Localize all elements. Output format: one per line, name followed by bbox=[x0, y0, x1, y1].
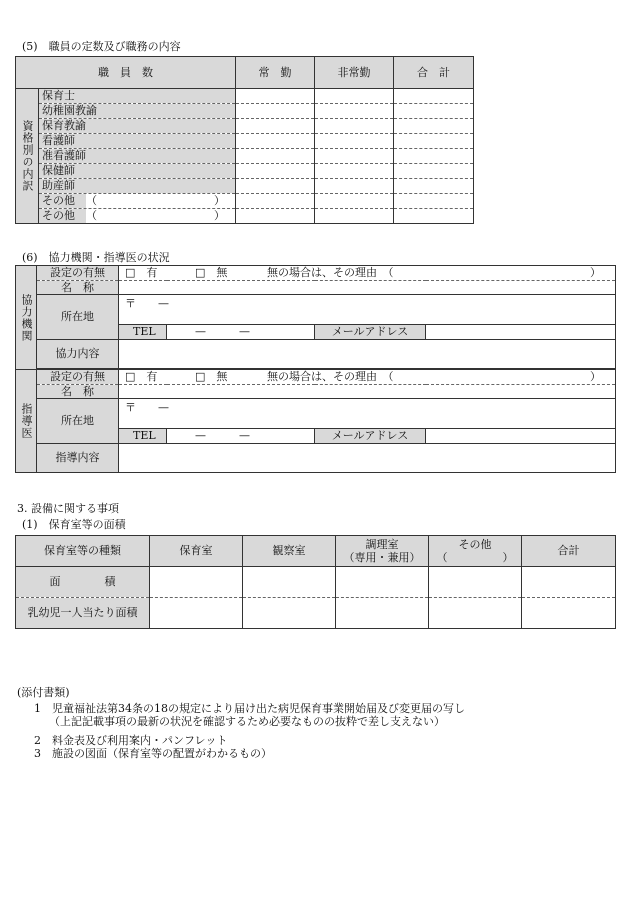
other-row-label-1[interactable] bbox=[39, 194, 236, 209]
row-area-label: 面 積 bbox=[16, 567, 150, 598]
total-cell[interactable] bbox=[394, 104, 474, 119]
fulltime-cell[interactable] bbox=[236, 104, 315, 119]
fulltime-cell[interactable] bbox=[236, 119, 315, 134]
paren-open: （ bbox=[86, 209, 97, 222]
cooperating-institution-label: 協力機関 bbox=[16, 266, 37, 370]
per-child-cell[interactable] bbox=[150, 598, 243, 629]
total-cell[interactable] bbox=[394, 89, 474, 104]
fulltime-cell[interactable] bbox=[236, 89, 315, 104]
parttime-cell[interactable] bbox=[315, 104, 394, 119]
section-3-heading: 3. 設備に関する事項 bbox=[17, 502, 119, 515]
total-cell[interactable] bbox=[394, 209, 474, 224]
name-label: 名 称 bbox=[37, 385, 119, 399]
guidance-doctor-label: 指導医 bbox=[16, 370, 37, 473]
col-parttime: 非常勤 bbox=[315, 57, 394, 89]
per-child-cell[interactable] bbox=[429, 598, 522, 629]
setting-label: 設定の有無 bbox=[37, 266, 119, 281]
qualification-row-label: 保健師 bbox=[39, 164, 236, 179]
per-child-cell[interactable] bbox=[336, 598, 429, 629]
qualification-row-label: 幼稚園教諭 bbox=[39, 104, 236, 119]
col-nursery-room: 保育室 bbox=[150, 536, 243, 567]
reason-close: ） bbox=[590, 266, 601, 279]
total-cell[interactable] bbox=[394, 119, 474, 134]
tel-field[interactable]: — — bbox=[167, 325, 315, 340]
guidance-content-field[interactable] bbox=[119, 444, 616, 473]
qualification-row-label: 准看護師 bbox=[39, 149, 236, 164]
guidance-content-label: 指導内容 bbox=[37, 444, 119, 473]
total-cell[interactable] bbox=[394, 194, 474, 209]
total-cell[interactable] bbox=[394, 149, 474, 164]
parttime-cell[interactable] bbox=[315, 164, 394, 179]
section-3-1-heading: (1) 保育室等の面積 bbox=[22, 518, 126, 531]
reason-close: ） bbox=[590, 370, 601, 383]
email-label: メールアドレス bbox=[315, 429, 426, 444]
col-observation-room: 観察室 bbox=[243, 536, 336, 567]
qualification-row-label: 保育士 bbox=[39, 89, 236, 104]
fulltime-cell[interactable] bbox=[236, 179, 315, 194]
area-cell[interactable] bbox=[150, 567, 243, 598]
section-5-heading: (5) 職員の定数及び職務の内容 bbox=[22, 40, 181, 53]
reason-text: 無の場合は、その理由 （ bbox=[267, 370, 394, 383]
area-cell[interactable] bbox=[243, 567, 336, 598]
option-yes-checkbox[interactable]: □ 有 bbox=[125, 370, 158, 383]
attachment-item-2: 2 料金表及び利用案内・パンフレット bbox=[34, 734, 228, 747]
area-cell[interactable] bbox=[429, 567, 522, 598]
col-kitchen-line1: 調理室 bbox=[365, 538, 399, 551]
setting-label: 設定の有無 bbox=[37, 370, 119, 385]
address-label: 所在地 bbox=[37, 295, 119, 340]
address-label: 所在地 bbox=[37, 399, 119, 444]
option-no-checkbox[interactable]: □ 無 bbox=[195, 370, 228, 383]
option-no-checkbox[interactable]: □ 無 bbox=[195, 266, 228, 279]
col-other-line2: （ ） bbox=[436, 551, 514, 564]
area-cell[interactable] bbox=[522, 567, 616, 598]
col-staff-count: 職 員 数 bbox=[16, 57, 236, 89]
parttime-cell[interactable] bbox=[315, 134, 394, 149]
email-label: メールアドレス bbox=[315, 325, 426, 340]
attachment-item-1: 1 児童福祉法第34条の18の規定により届け出た病児保育事業開始届及び変更届の写し bbox=[34, 702, 465, 715]
tel-field[interactable]: — — bbox=[167, 429, 315, 444]
tel-label: TEL bbox=[119, 429, 167, 444]
parttime-cell[interactable] bbox=[315, 89, 394, 104]
email-field[interactable] bbox=[426, 325, 616, 340]
other-row-label-2[interactable] bbox=[39, 209, 236, 224]
address-field[interactable]: 〒 — bbox=[119, 295, 616, 325]
attachment-item-1-note: （上記記載事項の最新の状況を確認するため必要なものの抜粋で差し支えない） bbox=[49, 715, 445, 728]
attachment-item-3: 3 施設の図面（保育室等の配置がわかるもの） bbox=[34, 747, 272, 760]
col-other-line1: その他 bbox=[458, 538, 492, 551]
address-field[interactable]: 〒 — bbox=[119, 399, 616, 429]
col-room-type: 保育室等の種類 bbox=[16, 536, 150, 567]
total-cell[interactable] bbox=[394, 134, 474, 149]
tel-label: TEL bbox=[119, 325, 167, 340]
per-child-cell[interactable] bbox=[243, 598, 336, 629]
total-cell[interactable] bbox=[394, 164, 474, 179]
reason-text: 無の場合は、その理由 （ bbox=[267, 266, 394, 279]
col-kitchen-line2: （専用・兼用） bbox=[343, 551, 421, 564]
setting-options[interactable] bbox=[119, 266, 616, 281]
other-label: その他 bbox=[39, 194, 86, 208]
setting-options[interactable] bbox=[119, 370, 616, 385]
name-label: 名 称 bbox=[37, 281, 119, 295]
cooperation-content-field[interactable] bbox=[119, 340, 616, 369]
total-cell[interactable] bbox=[394, 179, 474, 194]
option-yes-checkbox[interactable]: □ 有 bbox=[125, 266, 158, 279]
col-area-total: 合計 bbox=[522, 536, 616, 567]
parttime-cell[interactable] bbox=[315, 194, 394, 209]
paren-close: ） bbox=[214, 209, 225, 222]
col-total: 合 計 bbox=[394, 57, 474, 89]
fulltime-cell[interactable] bbox=[236, 209, 315, 224]
fulltime-cell[interactable] bbox=[236, 134, 315, 149]
paren-close: ） bbox=[214, 194, 225, 207]
section-6-heading: (6) 協力機関・指導医の状況 bbox=[22, 251, 170, 264]
name-field[interactable] bbox=[119, 281, 616, 295]
facility-area-table bbox=[15, 535, 616, 629]
fulltime-cell[interactable] bbox=[236, 164, 315, 179]
fulltime-cell[interactable] bbox=[236, 194, 315, 209]
cooperation-table bbox=[15, 265, 616, 473]
qualification-side-label: 資格別の内訳 bbox=[16, 89, 39, 224]
parttime-cell[interactable] bbox=[315, 149, 394, 164]
parttime-cell[interactable] bbox=[315, 179, 394, 194]
cooperation-content-label: 協力内容 bbox=[37, 340, 119, 369]
parttime-cell[interactable] bbox=[315, 119, 394, 134]
col-other bbox=[429, 536, 522, 567]
email-field[interactable] bbox=[426, 429, 616, 444]
qualification-row-label: 助産師 bbox=[39, 179, 236, 194]
name-field[interactable] bbox=[119, 385, 616, 399]
other-label: その他 bbox=[39, 209, 86, 223]
staff-table bbox=[15, 56, 474, 224]
col-kitchen bbox=[336, 536, 429, 567]
per-child-cell[interactable] bbox=[522, 598, 616, 629]
parttime-cell[interactable] bbox=[315, 209, 394, 224]
row-per-child-label: 乳幼児一人当たり面積 bbox=[16, 598, 150, 629]
col-fulltime: 常 勤 bbox=[236, 57, 315, 89]
attachments-heading: (添付書類) bbox=[17, 686, 70, 699]
area-cell[interactable] bbox=[336, 567, 429, 598]
paren-open: （ bbox=[86, 194, 97, 207]
qualification-row-label: 看護師 bbox=[39, 134, 236, 149]
fulltime-cell[interactable] bbox=[236, 149, 315, 164]
qualification-row-label: 保育教諭 bbox=[39, 119, 236, 134]
